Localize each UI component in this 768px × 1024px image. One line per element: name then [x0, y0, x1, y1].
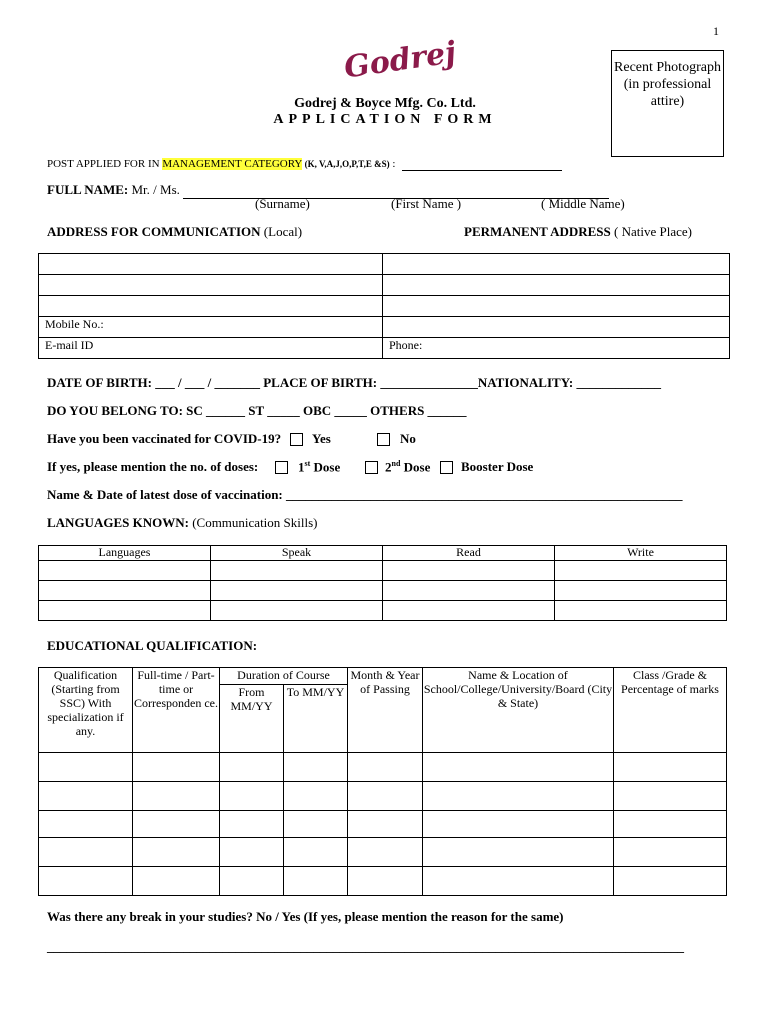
doses-question: If yes, please mention the no. of doses: [47, 459, 259, 474]
table-row [39, 811, 727, 838]
edu-cell[interactable] [133, 782, 220, 811]
table-row [39, 867, 727, 896]
languages-table [38, 545, 727, 621]
lang-cell[interactable] [211, 581, 383, 601]
phone-cell[interactable] [383, 338, 730, 359]
covid-no-checkbox[interactable] [377, 433, 390, 446]
languages-suffix: (Communication Skills) [188, 515, 318, 530]
dose1-label [298, 459, 340, 475]
full-name-label: FULL NAME: [47, 182, 129, 197]
company-name: Godrej & Boyce Mfg. Co. Ltd. [294, 96, 476, 111]
edu-cell[interactable] [614, 782, 727, 811]
lang-cell[interactable] [555, 601, 727, 621]
address-table [38, 253, 730, 359]
edu-cell[interactable] [284, 811, 348, 838]
permanent-address-line-2[interactable] [383, 275, 730, 296]
lang-cell[interactable] [555, 581, 727, 601]
education-label: EDUCATIONAL QUALIFICATION: [47, 638, 258, 653]
post-prefix: POST APPLIED FOR IN [47, 158, 163, 170]
break-reason-line[interactable]: __________________________________________________________________________________________________ [47, 939, 684, 954]
table-row [39, 561, 727, 581]
latest-dose-input[interactable]: _____________________________________________________________ [286, 487, 683, 502]
edu-cell[interactable] [348, 811, 423, 838]
edu-cell[interactable] [220, 782, 284, 811]
covid-no-label: No [400, 431, 416, 446]
edu-cell[interactable] [614, 811, 727, 838]
surname-label: (Surname) [255, 196, 310, 211]
edu-cell[interactable] [284, 838, 348, 867]
permanent-address-line-3[interactable] [383, 296, 730, 317]
lang-cell[interactable] [211, 561, 383, 581]
edu-cell[interactable] [39, 811, 133, 838]
form-title: APPLICATION FORM [273, 112, 497, 127]
edu-cell[interactable] [220, 753, 284, 782]
post-highlight: MANAGEMENT CATEGORY [162, 158, 303, 170]
edu-cell[interactable] [284, 867, 348, 896]
edu-cell[interactable] [348, 753, 423, 782]
covid-yes-checkbox[interactable] [290, 433, 303, 446]
local-address-label: ADDRESS FOR COMMUNICATION [47, 224, 261, 239]
dose2-checkbox[interactable] [365, 461, 378, 474]
edu-cell[interactable] [133, 753, 220, 782]
edu-cell[interactable] [220, 867, 284, 896]
godrej-logo [340, 35, 459, 86]
latest-dose-line [47, 487, 683, 503]
latest-dose-label: Name & Date of latest dose of vaccination: [47, 487, 287, 502]
lang-cell[interactable] [383, 581, 555, 601]
edu-header-to: To MM/YY [284, 685, 348, 753]
edu-header-qualification: Qualification (Starting from SSC) With specialization if any. [39, 668, 133, 753]
education-table [38, 667, 727, 896]
edu-header-class: Class /Grade & Percentage of marks [614, 668, 727, 753]
edu-cell[interactable] [133, 867, 220, 896]
edu-cell[interactable] [423, 782, 614, 811]
edu-cell[interactable] [614, 867, 727, 896]
edu-cell[interactable] [39, 838, 133, 867]
local-address-line-3[interactable] [39, 296, 383, 317]
covid-yes-label: Yes [312, 431, 331, 446]
edu-header-from: From MM/YY [220, 685, 284, 753]
dose2-word: Dose [400, 459, 431, 475]
edu-cell[interactable] [284, 782, 348, 811]
permanent-address-line-4[interactable] [383, 317, 730, 338]
post-input-line[interactable] [402, 158, 562, 171]
svg-text:Godrej: Godrej [342, 35, 459, 86]
dose1-number: 1 [298, 459, 305, 475]
edu-cell[interactable] [423, 838, 614, 867]
break-question: Was there any break in your studies? No / Yes (If yes, please mention the reason for the same) [47, 909, 564, 924]
local-address-heading [47, 224, 302, 240]
lang-cell[interactable] [211, 601, 383, 621]
edu-header-school: Name & Location of School/College/University/Board (City & State) [423, 668, 614, 753]
post-codes: (K, V,A,J,O,P,T,E &S) [302, 159, 390, 169]
post-applied-line [47, 158, 562, 171]
local-address-line-2[interactable] [39, 275, 383, 296]
edu-cell[interactable] [423, 811, 614, 838]
lang-header-read: Read [383, 546, 555, 561]
lang-cell[interactable] [383, 601, 555, 621]
category-line[interactable]: DO YOU BELONG TO: SC ______ ST _____ OBC _____ OTHERS ______ [47, 403, 467, 418]
lang-header-write: Write [555, 546, 727, 561]
edu-cell[interactable] [348, 838, 423, 867]
edu-cell[interactable] [614, 838, 727, 867]
edu-cell[interactable] [133, 838, 220, 867]
dose2-number: 2 [385, 459, 392, 475]
edu-cell[interactable] [423, 753, 614, 782]
table-row [39, 753, 727, 782]
edu-header-mode: Full-time / Part-time or Corresponden ce. [133, 668, 220, 753]
edu-cell[interactable] [39, 753, 133, 782]
edu-cell[interactable] [348, 867, 423, 896]
email-cell[interactable] [39, 338, 383, 359]
languages-label: LANGUAGES KNOWN: [47, 515, 189, 530]
languages-heading [47, 515, 318, 531]
local-address-line-1[interactable] [39, 254, 383, 275]
table-row [39, 838, 727, 867]
edu-cell[interactable] [133, 811, 220, 838]
dose1-suffix: st [304, 459, 311, 468]
mobile-cell[interactable] [39, 317, 383, 338]
lang-header-languages: Languages [39, 546, 211, 561]
lang-cell[interactable] [383, 561, 555, 581]
middle-name-label: ( Middle Name) [541, 196, 625, 211]
photo-box[interactable]: Recent Photograph (in professional attire) [611, 50, 724, 157]
lang-header-speak: Speak [211, 546, 383, 561]
edu-cell[interactable] [39, 782, 133, 811]
edu-cell[interactable] [614, 753, 727, 782]
edu-cell[interactable] [284, 753, 348, 782]
dose1-word: Dose [310, 459, 341, 475]
table-row [39, 601, 727, 621]
edu-cell[interactable] [348, 782, 423, 811]
permanent-address-suffix: ( Native Place) [610, 224, 692, 239]
permanent-address-line-1[interactable] [383, 254, 730, 275]
lang-cell[interactable] [39, 581, 211, 601]
lang-cell[interactable] [39, 561, 211, 581]
dose2-suffix: nd [391, 459, 401, 468]
booster-label: Booster Dose [461, 459, 534, 474]
permanent-address-label: PERMANENT ADDRESS [464, 224, 611, 239]
lang-cell[interactable] [39, 601, 211, 621]
full-name-line [47, 182, 609, 199]
permanent-address-heading [464, 224, 692, 240]
edu-header-duration: Duration of Course [220, 668, 348, 685]
page-number: 1 [713, 24, 719, 38]
mobile-label: Mobile No.: [45, 317, 104, 331]
salutation: Mr. / Ms. [128, 182, 184, 197]
covid-question: Have you been vaccinated for COVID-19? [47, 431, 282, 446]
edu-header-passing: Month & Year of Passing [348, 668, 423, 753]
post-suffix: : [389, 158, 399, 170]
table-row [39, 581, 727, 601]
local-address-suffix: (Local) [260, 224, 303, 239]
lang-cell[interactable] [555, 561, 727, 581]
email-label: E-mail ID [45, 338, 94, 352]
phone-label: Phone: [389, 338, 423, 352]
edu-cell[interactable] [220, 811, 284, 838]
booster-checkbox[interactable] [440, 461, 453, 474]
dose2-label [385, 459, 430, 475]
first-name-label: (First Name ) [391, 196, 462, 211]
edu-cell[interactable] [220, 838, 284, 867]
table-row [39, 782, 727, 811]
dob-line[interactable]: DATE OF BIRTH: ___ / ___ / _______ PLACE OF BIRTH: _______________NATIONALITY: _____________ [47, 375, 661, 390]
dose1-checkbox[interactable] [275, 461, 288, 474]
edu-cell[interactable] [423, 867, 614, 896]
edu-cell[interactable] [39, 867, 133, 896]
